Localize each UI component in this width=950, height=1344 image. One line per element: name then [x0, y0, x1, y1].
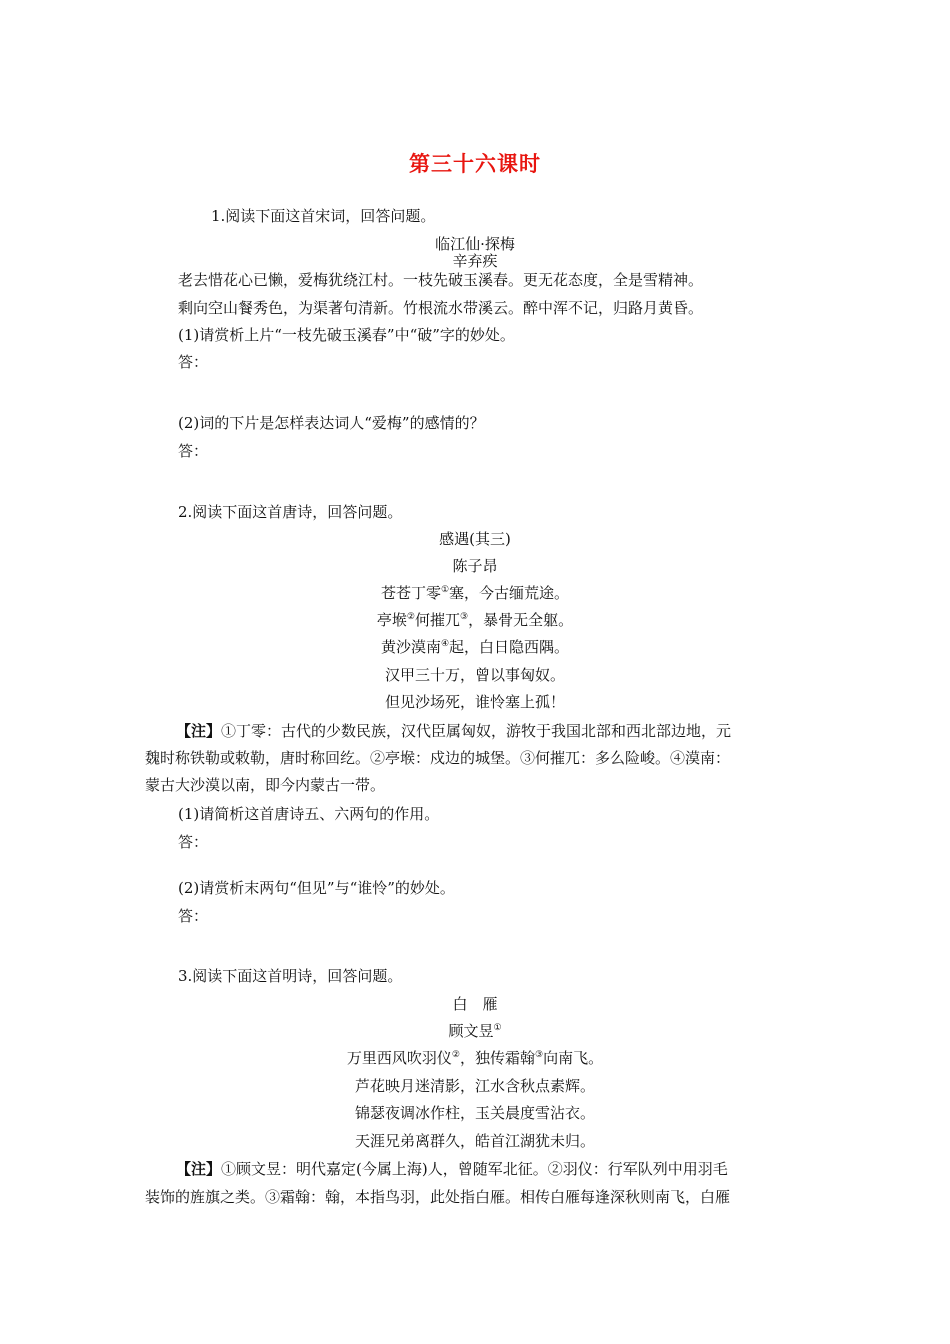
- q2-note-line-2: 魏时称铁勒或敕勒，唐时称回纥。②亭堠：戍边的城堡。③何摧兀：多么险峻。④漠南：: [145, 749, 731, 767]
- q2-note-line-1: 【注】①丁零：古代的少数民族，汉代臣属匈奴，游牧于我国北部和西北部边地，元: [176, 722, 732, 740]
- q3-poem-line-4: 天涯兄弟离群久，皓首江湖犹未归。: [354, 1132, 595, 1150]
- q3-note-label: 【注】: [176, 1160, 222, 1178]
- q2-note-line-3: 蒙古大沙漠以南，即今内蒙古一带。: [145, 776, 386, 794]
- q3-poem-title: 白 雁: [452, 995, 498, 1013]
- q2-note-label: 【注】: [176, 722, 222, 740]
- q2-poem-title: 感遇(其三): [439, 530, 511, 548]
- q3-poem-line-2: 芦花映月迷清影，江水含秋点素辉。: [354, 1077, 595, 1095]
- q1-subquestion-1: (1)请赏析上片“一枝先破玉溪春”中“破”字的妙处。: [178, 326, 515, 344]
- q1-poem-line-2: 剩向空山餐秀色，为渠著句清新。竹根流水带溪云。醉中浑不记，归路月黄昏。: [178, 299, 704, 317]
- q2-poem-line-4: 汉甲三十万，曾以事匈奴。: [384, 666, 565, 684]
- q3-note-line-1: 【注】①顾文昱：明代嘉定(今属上海)人，曾随军北征。②羽仪：行军队列中用羽毛: [176, 1160, 728, 1178]
- q1-subquestion-2: (2)词的下片是怎样表达词人“爱梅”的感情的？: [178, 414, 485, 432]
- q3-poem-line-3: 锦瑟夜调冰作柱，玉关晨度雪沾衣。: [354, 1104, 595, 1122]
- q2-answer-2: 答：: [178, 907, 209, 925]
- q2-poem-line-5: 但见沙场死，谁怜塞上孤！: [384, 693, 565, 711]
- q2-poem-line-2: 亭堠②何摧兀③，暴骨无全躯。: [376, 611, 574, 629]
- q2-subquestion-2: (2)请赏析末两句“但见”与“谁怜”的妙处。: [178, 879, 455, 897]
- q2-poem-line-1: 苍苍丁零①塞，今古缅荒途。: [380, 584, 570, 602]
- q1-poem-author: 辛弃疾: [452, 252, 498, 270]
- q3-poem-author: 顾文昱①: [448, 1022, 502, 1040]
- q3-intro: 3.阅读下面这首明诗，回答问题。: [178, 967, 403, 985]
- q2-intro: 2.阅读下面这首唐诗，回答问题。: [178, 503, 403, 521]
- q1-poem-title: 临江仙·探梅: [435, 235, 515, 253]
- q2-poem-line-3: 黄沙漠南④起，白日隐西隅。: [380, 638, 570, 656]
- q1-intro: 1.阅读下面这首宋词，回答问题。: [211, 207, 436, 225]
- q2-answer-1: 答：: [178, 833, 209, 851]
- q2-poem-author: 陈子昂: [452, 557, 498, 575]
- q3-note-line-2: 装饰的旌旗之类。③霜翰：翰，本指鸟羽，此处指白雁。相传白雁每逢深秋则南飞，白雁: [145, 1188, 731, 1206]
- q3-poem-line-1: 万里西风吹羽仪②，独传霜翰③向南飞。: [346, 1049, 604, 1067]
- q1-answer-1: 答：: [178, 353, 209, 371]
- page-title: 第三十六课时: [409, 152, 541, 176]
- q2-subquestion-1: (1)请简析这首唐诗五、六两句的作用。: [178, 805, 440, 823]
- q1-poem-line-1: 老去惜花心已懒，爱梅犹绕江村。一枝先破玉溪春。更无花态度，全是雪精神。: [178, 271, 704, 289]
- q1-answer-2: 答：: [178, 442, 209, 460]
